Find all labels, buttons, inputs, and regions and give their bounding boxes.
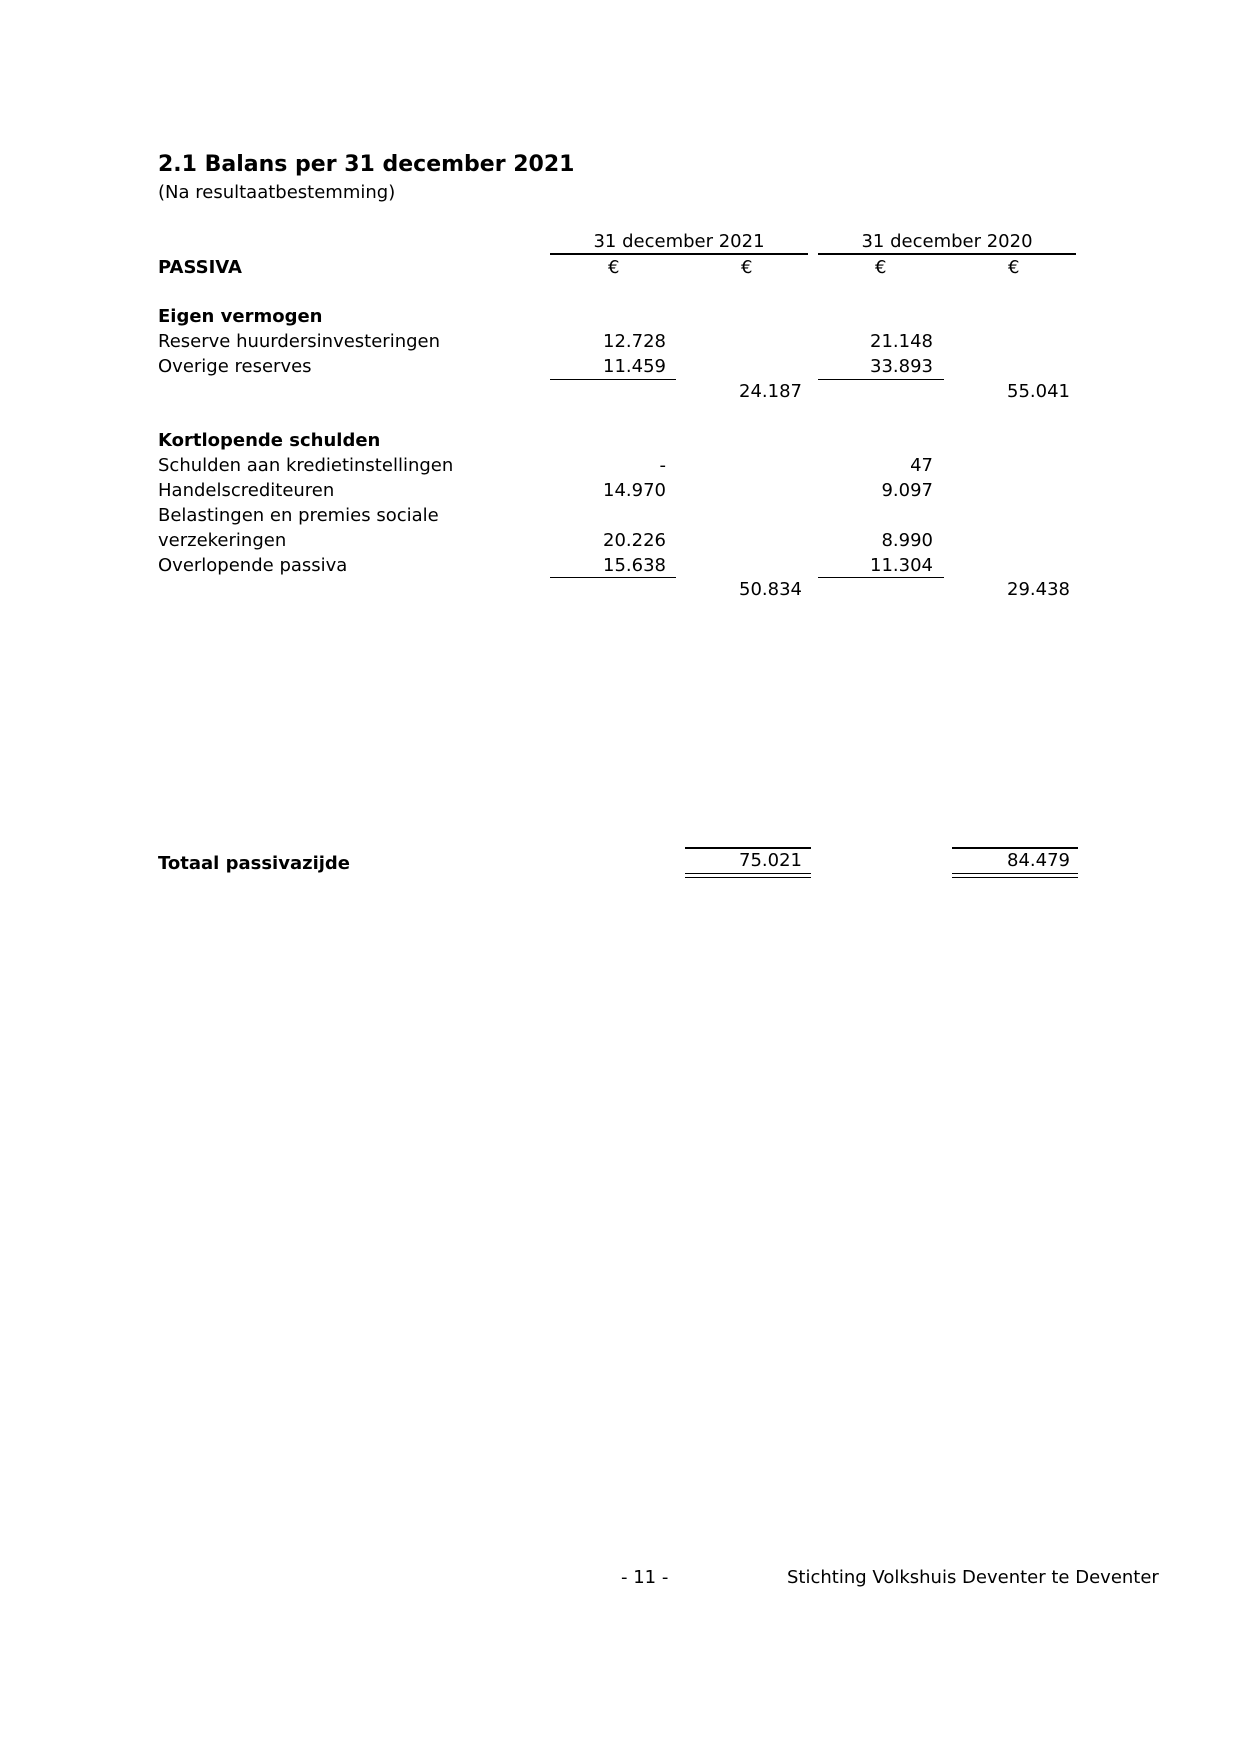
currency-symbol: € bbox=[741, 257, 753, 278]
equity-total-2020: 55.041 bbox=[1007, 381, 1070, 402]
equity-row-value-2020: 21.148 bbox=[870, 331, 933, 352]
grand-total-top-line-2021 bbox=[685, 847, 811, 849]
page-title: 2.1 Balans per 31 december 2021 bbox=[158, 152, 575, 177]
grand-total-2021: 75.021 bbox=[739, 850, 802, 871]
liabilities-row-value-2020: 11.304 bbox=[870, 555, 933, 576]
grand-total-top-line-2020 bbox=[952, 847, 1078, 849]
column-header-underline-2021 bbox=[550, 253, 808, 255]
equity-row-value-2020: 33.893 bbox=[870, 356, 933, 377]
currency-symbol: € bbox=[1008, 257, 1020, 278]
section-label-passiva: PASSIVA bbox=[158, 257, 242, 278]
column-header-2020: 31 december 2020 bbox=[861, 231, 1033, 252]
liabilities-row-value-2021: 20.226 bbox=[603, 530, 666, 551]
equity-total-2021: 24.187 bbox=[739, 381, 802, 402]
grand-total-label: Totaal passivazijde bbox=[158, 853, 351, 874]
currency-symbol: € bbox=[875, 257, 887, 278]
liabilities-row-value-2021: 15.638 bbox=[603, 555, 666, 576]
liabilities-row-label: Belastingen en premies sociale bbox=[158, 505, 439, 526]
liabilities-total-2020: 29.438 bbox=[1007, 579, 1070, 600]
liabilities-row-value-2020: 47 bbox=[910, 455, 933, 476]
column-header-2021: 31 december 2021 bbox=[593, 231, 765, 252]
liabilities-row-value-2021: - bbox=[659, 455, 666, 476]
liabilities-row-label: Schulden aan kredietinstellingen bbox=[158, 455, 454, 476]
footer-organization: Stichting Volkshuis Deventer te Deventer bbox=[787, 1567, 1159, 1588]
page-number: - 11 - bbox=[621, 1567, 669, 1588]
liabilities-row-label: Handelscrediteuren bbox=[158, 480, 335, 501]
liabilities-row-value-2021: 14.970 bbox=[603, 480, 666, 501]
page-subtitle: (Na resultaatbestemming) bbox=[158, 182, 396, 203]
liabilities-total-2021: 50.834 bbox=[739, 579, 802, 600]
equity-row-label: Reserve huurdersinvesteringen bbox=[158, 331, 441, 352]
liabilities-heading: Kortlopende schulden bbox=[158, 430, 381, 451]
grand-total-double-line-2021 bbox=[685, 873, 811, 874]
liabilities-row-value-2020: 8.990 bbox=[881, 530, 933, 551]
grand-total-double-line-2021 bbox=[685, 877, 811, 878]
equity-row-label: Overige reserves bbox=[158, 356, 312, 377]
equity-heading: Eigen vermogen bbox=[158, 306, 323, 327]
currency-symbol: € bbox=[608, 257, 620, 278]
equity-subtotal-line-2021 bbox=[550, 379, 676, 380]
grand-total-double-line-2020 bbox=[952, 873, 1078, 874]
grand-total-2020: 84.479 bbox=[1007, 850, 1070, 871]
equity-row-value-2021: 12.728 bbox=[603, 331, 666, 352]
liabilities-subtotal-line-2021 bbox=[550, 577, 676, 578]
liabilities-row-label: Overlopende passiva bbox=[158, 555, 348, 576]
grand-total-double-line-2020 bbox=[952, 877, 1078, 878]
column-header-underline-2020 bbox=[818, 253, 1076, 255]
equity-subtotal-line-2020 bbox=[818, 379, 944, 380]
liabilities-subtotal-line-2020 bbox=[818, 577, 944, 578]
liabilities-row-value-2020: 9.097 bbox=[881, 480, 933, 501]
liabilities-row-label: verzekeringen bbox=[158, 530, 287, 551]
equity-row-value-2021: 11.459 bbox=[603, 356, 666, 377]
